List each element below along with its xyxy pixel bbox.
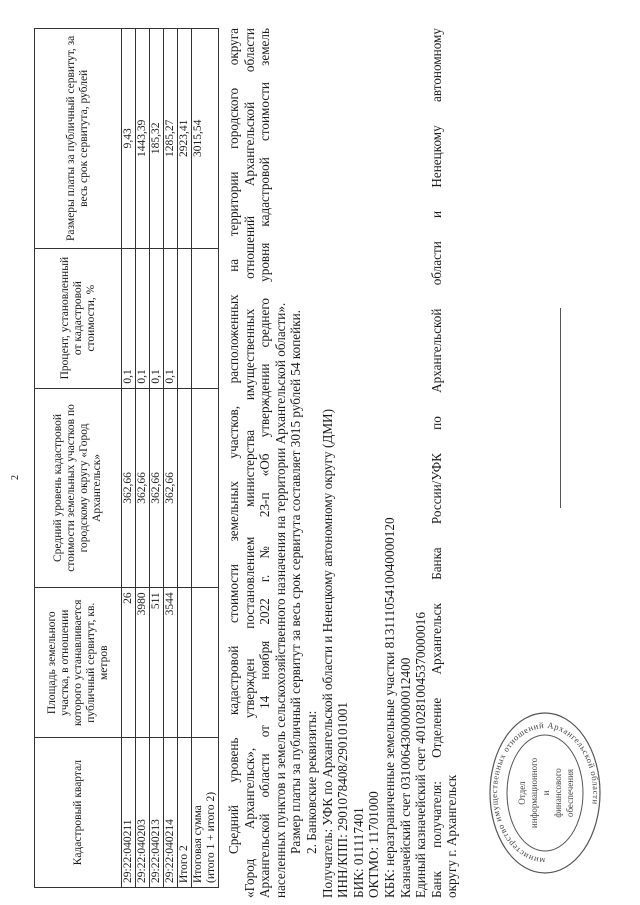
cell-average-cost: 362,66: [136, 388, 150, 588]
cell-area: 3980: [136, 588, 150, 738]
signature-line: [560, 308, 561, 508]
header-percent: Процент, установленный от кадастровой стоимости, %: [35, 248, 122, 388]
bank-kbk: КБК: неразграниченные земельные участки 81311105410040000120: [381, 517, 397, 898]
cell-quarter: 29:22:040213: [150, 738, 164, 888]
fee-sentence: Размер платы за публичный сервитут за весь срок сервитута составляет 3015 рублей 54 копейки.: [288, 310, 304, 854]
paragraph-line-1: Средний уровень кадастровой стоимости земельных участков, расположенных на территории городского округа: [226, 28, 241, 854]
table-row: [136, 29, 150, 888]
table-header-row: [35, 29, 122, 888]
bank-bik: БИК: 011117401: [350, 807, 366, 898]
seal-center-line-3: и: [541, 790, 551, 796]
cell-area: 26: [122, 588, 136, 738]
bank-details-title: 2. Банковские реквизиты:: [303, 710, 319, 854]
bank-oktmo: ОКТМО: 11701000: [366, 791, 382, 898]
header-average-cadastral-cost: Средний уровень кадастровой стоимости земельных участков по городскому округу «Город Архангельск»: [35, 388, 122, 588]
cell-quarter: 29:22:040211: [122, 738, 136, 888]
subtotal-label: Итого 2: [178, 738, 192, 888]
table-row: [150, 29, 164, 888]
total-label: [192, 738, 219, 888]
cell-quarter: 29:22:040203: [136, 738, 150, 888]
cell-percent: 0,1: [150, 248, 164, 388]
seal-ring-text: министерство имущественных отношений Архангельской области: [488, 719, 602, 867]
paragraph-line-4: населенных пунктов и земель сельскохозяйственного назначения на территории Архангельской области».: [272, 302, 288, 898]
page-number: 2: [10, 475, 21, 480]
bank-inn-kpp: ИНН/КПП: 2901078408/290101001: [335, 702, 351, 898]
cell-average-cost: 362,66: [150, 388, 164, 588]
body-text: [226, 28, 460, 898]
header-area: Площадь земельного участка, в отношении которого устанавливается публичный сервитут, кв. метров: [35, 588, 122, 738]
cell-area: 3544: [164, 588, 178, 738]
paragraph-line-2: «Город Архангельск», утвержден постановлением министерства имущественных отношений Архангельской области: [241, 28, 257, 898]
total-value: 3015,54: [192, 29, 219, 249]
total-label-line1: Итоговая сумма: [192, 805, 204, 883]
total-label-line2: (итого 1 + итого 2): [205, 791, 217, 883]
bank-recipient: Получатель: УФК по Архангельской области и Ненецкому автономному округу (ДМИ): [319, 409, 335, 898]
bank-name-line-1: Банк получателя: Отделение Архангельск Банка России/УФК по Архангельской области и Ненецкому автономному: [428, 28, 444, 898]
header-cadastral-quarter: Кадастровый квартал: [35, 738, 122, 888]
seal-center-line-4: финансового: [553, 768, 563, 818]
subtotal-value: 2923,41: [178, 29, 192, 249]
table-row: [164, 29, 178, 888]
cell-average-cost: 362,66: [164, 388, 178, 588]
cell-percent: 0,1: [136, 248, 150, 388]
cell-percent: 0,1: [122, 248, 136, 388]
seal-center-line-2: информационного: [529, 757, 539, 829]
cell-fee: 1285,27: [164, 29, 178, 249]
cell-average-cost: 362,66: [122, 388, 136, 588]
cell-percent: 0,1: [164, 248, 178, 388]
cell-area: 511: [150, 588, 164, 738]
subtotal-row: [178, 29, 192, 888]
table-row: [122, 29, 136, 888]
header-fee: Размеры платы за публичный сервитут, за весь срок сервитута, рублей: [35, 29, 122, 249]
total-row: [192, 29, 219, 888]
bank-single-account: Единый казначейский счет 40102810045370000016: [413, 612, 429, 898]
bank-name-line-2: округу г. Архангельск: [444, 774, 460, 898]
paragraph-line-3: Архангельской области от 14 ноября 2022 г. № 23-п «Об утверждении среднего уровня кадастровой стоимости земель: [257, 28, 273, 898]
rotated-page-content: [0, 18, 640, 898]
official-seal: [486, 708, 604, 878]
cell-fee: 185,32: [150, 29, 164, 249]
servitude-fee-table: [34, 28, 219, 888]
cell-fee: 1443,39: [136, 29, 150, 249]
seal-center-line-1: Отдел: [517, 781, 527, 805]
cell-quarter: 29:22:040214: [164, 738, 178, 888]
cell-fee: 9,43: [122, 29, 136, 249]
bank-treasury-account: Казначейский счет 03100643000000012400: [397, 657, 413, 898]
seal-center-line-5: обеспечения: [565, 768, 575, 818]
